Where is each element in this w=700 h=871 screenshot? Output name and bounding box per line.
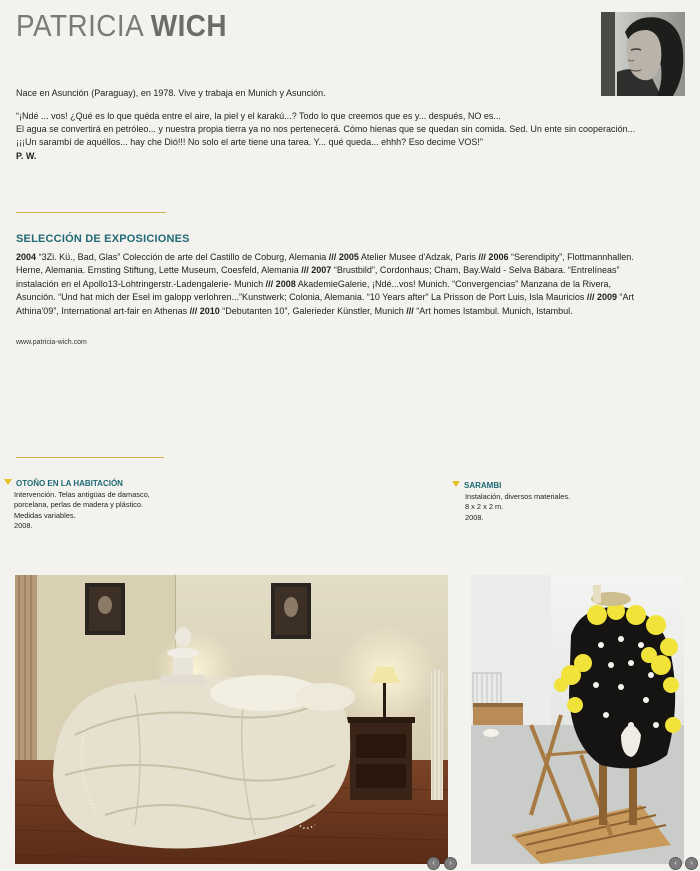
next-icon: › (449, 860, 452, 867)
photo-sarambi (471, 575, 684, 864)
artist-portrait (601, 12, 685, 96)
exhibitions-list (16, 251, 665, 318)
work-detail: Instalación, diversos materiales. (465, 491, 571, 501)
exhibitions-line: 2004 “3Zi. Kü., Bad, Glas” Colección de arte del Castillo de Coburg, Alemania /// 2005 Atelier Musee d'Adzak, Paris /// 2006 “Serendipity”, Flottmannhallen. (16, 252, 634, 263)
exhibitions-heading: SELECCIÓN DE EXPOSICIONES (16, 233, 190, 245)
artist-first-name: PATRICIA (16, 8, 143, 43)
work-title: SARAMBI (452, 481, 570, 492)
exhibitions-line: Herne, Alemania. Ernsting Stiftung, Lette Museum, Coesfeld, Alemania /// 2007 “Brustbild”, Cordonhaus; Cham, Bay.Wald - Selva Bábara. “Entrelíneas” (16, 265, 620, 277)
quote-line: “¡Ndé ... vos! ¿Qué es lo que quéda entre el aire, la piel y el karakú...? Todo lo que creemos que es y... después, NO es... (16, 111, 501, 122)
artist-website-link[interactable]: www.patricia-wich.com (16, 339, 87, 346)
work-caption-sarambi (452, 481, 570, 523)
previous-icon: ‹ (432, 860, 435, 867)
next-page-button[interactable] (685, 857, 698, 870)
work-detail: Medidas variables. (14, 510, 76, 520)
next-icon: › (690, 860, 693, 867)
quote-signature: P. W. (16, 151, 37, 162)
work-detail: porcelana, perlas de madera y plástico. (14, 500, 143, 510)
work-caption-otono (4, 479, 150, 532)
work-detail: 2008. (465, 512, 484, 522)
work-detail: Intervención. Telas antigüas de damasco, (14, 489, 150, 499)
quote-line: El agua se convertirá en petróleo... y nuestra propia tierra ya no nos pertenecerá. Cómo hienas que se quedan sin comida. Sed. Un ente sin cooperación... (16, 124, 636, 135)
previous-icon: ‹ (674, 860, 677, 867)
quote-line: ¡¡¡Un sarambí de aquéllos... hay che Dió!!! No solo el arte tiene una tarea. Y... qué queda... ehhh? Eso decime VOS!” (16, 137, 483, 148)
triangle-marker-icon (452, 481, 460, 487)
exhibitions-line: Athina'09”, International art-fair en Athenas /// 2010 “Debutanten 10”, Galerieder Künstler, Munich /// “Art homes Istambul. Munich, Istambul. (16, 305, 573, 317)
photo-otono-en-la-habitacion (15, 575, 448, 864)
artist-last-name: WICH (150, 8, 227, 43)
exhibitions-line: instalación en el Apollo13-Lohtringerstr.-Ladengalerie- Munich /// 2008 AkademieGalerie, ¡Ndé...vos! Munich. “Convergencias” Manzana de la Rivera, (16, 278, 612, 290)
work-detail: 8 x 2 x 2 m. (465, 502, 504, 512)
artist-quote (16, 110, 665, 163)
previous-page-button[interactable] (427, 857, 440, 870)
triangle-marker-icon (4, 479, 12, 485)
work-detail: 2008. (14, 521, 33, 531)
artist-name-title (16, 8, 227, 44)
next-page-button[interactable] (444, 857, 457, 870)
section-divider (16, 457, 164, 458)
exhibitions-line: Asunción. “Und hat mich der Esel im galopp verlohren...”Kunstwerk; Colonia, Alemania. “10 Years after” La Prisson de Port Luis, Isla Mauricios /// 2009 “Art (16, 292, 635, 304)
artist-bio: Nace en Asunción (Paraguay), en 1978. Vive y trabaja en Munich y Asunción. (16, 88, 326, 99)
section-divider (16, 212, 166, 213)
work-title: OTOÑO EN LA HABITACIÓN (4, 479, 150, 490)
previous-page-button[interactable] (669, 857, 682, 870)
